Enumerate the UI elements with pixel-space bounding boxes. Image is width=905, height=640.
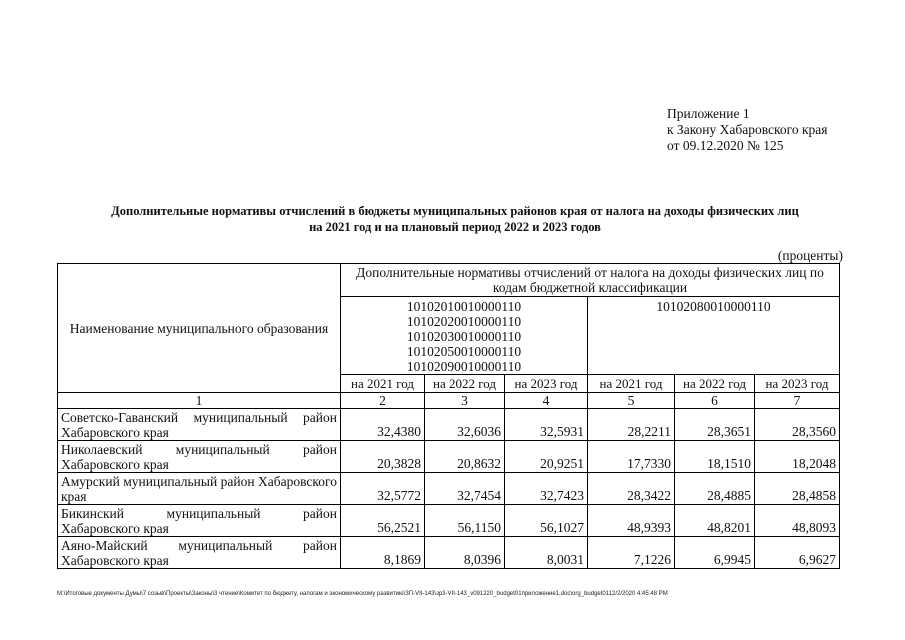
- municipality-name: Бикинский муниципальный район Хабаровского края: [58, 505, 341, 537]
- municipality-name: Николаевский муниципальный район Хабаровского края: [58, 441, 341, 473]
- appendix-law: к Закону Хабаровского края: [667, 122, 828, 137]
- budget-code: 10102030010000110: [406, 329, 522, 344]
- norm-value: 56,2521: [341, 505, 425, 537]
- norm-value: 32,7454: [425, 473, 505, 505]
- norm-value: 6,9627: [755, 537, 840, 569]
- norm-value: 48,8201: [675, 505, 755, 537]
- norm-value: 18,2048: [755, 441, 840, 473]
- norm-value: 7,1226: [588, 537, 675, 569]
- norm-value: 20,9251: [505, 441, 588, 473]
- table-row: [58, 537, 840, 569]
- column-number: 5: [588, 393, 675, 409]
- norm-value: 48,9393: [588, 505, 675, 537]
- norm-value: 28,2211: [588, 409, 675, 441]
- codes-cell-b: [588, 297, 840, 375]
- norm-value: 28,3651: [675, 409, 755, 441]
- table-row: [58, 441, 840, 473]
- norm-value: 32,7423: [505, 473, 588, 505]
- municipality-name: Аяно-Майский муниципальный район Хабаровского края: [58, 537, 341, 569]
- municipality-name: Амурский муниципальный район Хабаровского края: [58, 473, 341, 505]
- norm-value: 17,7330: [588, 441, 675, 473]
- year-header: на 2022 год: [675, 375, 755, 393]
- column-number-row: [58, 393, 840, 409]
- file-path-footer: M:\Итоговые документы Думы\7 созыв\Проекты\Законы\3 чтение\Комитет по бюджету, налогам и экономическому развитию\ЗП-VII-143\зр3-VII-143_v091220_budget01приложение1.doc\org_budget0112/2/2020 4:45:48 PM: [57, 591, 668, 597]
- column-number: 3: [425, 393, 505, 409]
- norm-value: 6,9945: [675, 537, 755, 569]
- appendix-number: Приложение 1: [667, 106, 750, 121]
- norm-value: 28,4885: [675, 473, 755, 505]
- norm-value: 32,5931: [505, 409, 588, 441]
- norm-value: 56,1150: [425, 505, 505, 537]
- document-title: [40, 203, 870, 235]
- budget-code: 10102010010000110: [406, 299, 522, 314]
- norm-value: 32,6036: [425, 409, 505, 441]
- norm-value: 32,5772: [341, 473, 425, 505]
- norm-value: 32,4380: [341, 409, 425, 441]
- norm-value: 8,0396: [425, 537, 505, 569]
- budget-code: 10102090010000110: [406, 359, 522, 374]
- norm-value: 28,4858: [755, 473, 840, 505]
- norm-value: 56,1027: [505, 505, 588, 537]
- year-header: на 2023 год: [505, 375, 588, 393]
- column-number: 4: [505, 393, 588, 409]
- norm-value: 20,3828: [341, 441, 425, 473]
- year-header: на 2023 год: [755, 375, 840, 393]
- title-line-1: Дополнительные нормативы отчислений в бюджеты муниципальных районов края от налога на доходы физических лиц: [111, 204, 799, 218]
- norms-table: [57, 263, 840, 569]
- budget-code: 10102080010000110: [656, 299, 771, 314]
- column-number: 1: [58, 393, 341, 409]
- table-row: [58, 409, 840, 441]
- budget-code: 10102050010000110: [406, 344, 522, 359]
- appendix-date: от 09.12.2020 № 125: [667, 138, 784, 153]
- table-row: [58, 473, 840, 505]
- year-header: на 2021 год: [341, 375, 425, 393]
- norm-value: 18,1510: [675, 441, 755, 473]
- norm-value: 48,8093: [755, 505, 840, 537]
- municipality-header: Наименование муниципального образования: [58, 264, 341, 393]
- norm-value: 8,1869: [341, 537, 425, 569]
- norms-group-header: Дополнительные нормативы отчислений от налога на доходы физических лиц по кодам бюджетной классификации: [341, 264, 840, 297]
- appendix-heading: [667, 106, 828, 154]
- units-label: (проценты): [777, 248, 843, 263]
- table-row: [58, 505, 840, 537]
- codes-cell-a: [341, 297, 588, 375]
- norm-value: 20,8632: [425, 441, 505, 473]
- budget-code: 10102020010000110: [406, 314, 522, 329]
- year-header: на 2021 год: [588, 375, 675, 393]
- norm-value: 28,3560: [755, 409, 840, 441]
- year-header: на 2022 год: [425, 375, 505, 393]
- title-line-2: на 2021 год и на плановый период 2022 и 2023 годов: [309, 220, 601, 234]
- norm-value: 8,0031: [505, 537, 588, 569]
- column-number: 6: [675, 393, 755, 409]
- municipality-name: Советско-Гаванский муниципальный район Хабаровского края: [58, 409, 341, 441]
- column-number: 7: [755, 393, 840, 409]
- norm-value: 28,3422: [588, 473, 675, 505]
- column-number: 2: [341, 393, 425, 409]
